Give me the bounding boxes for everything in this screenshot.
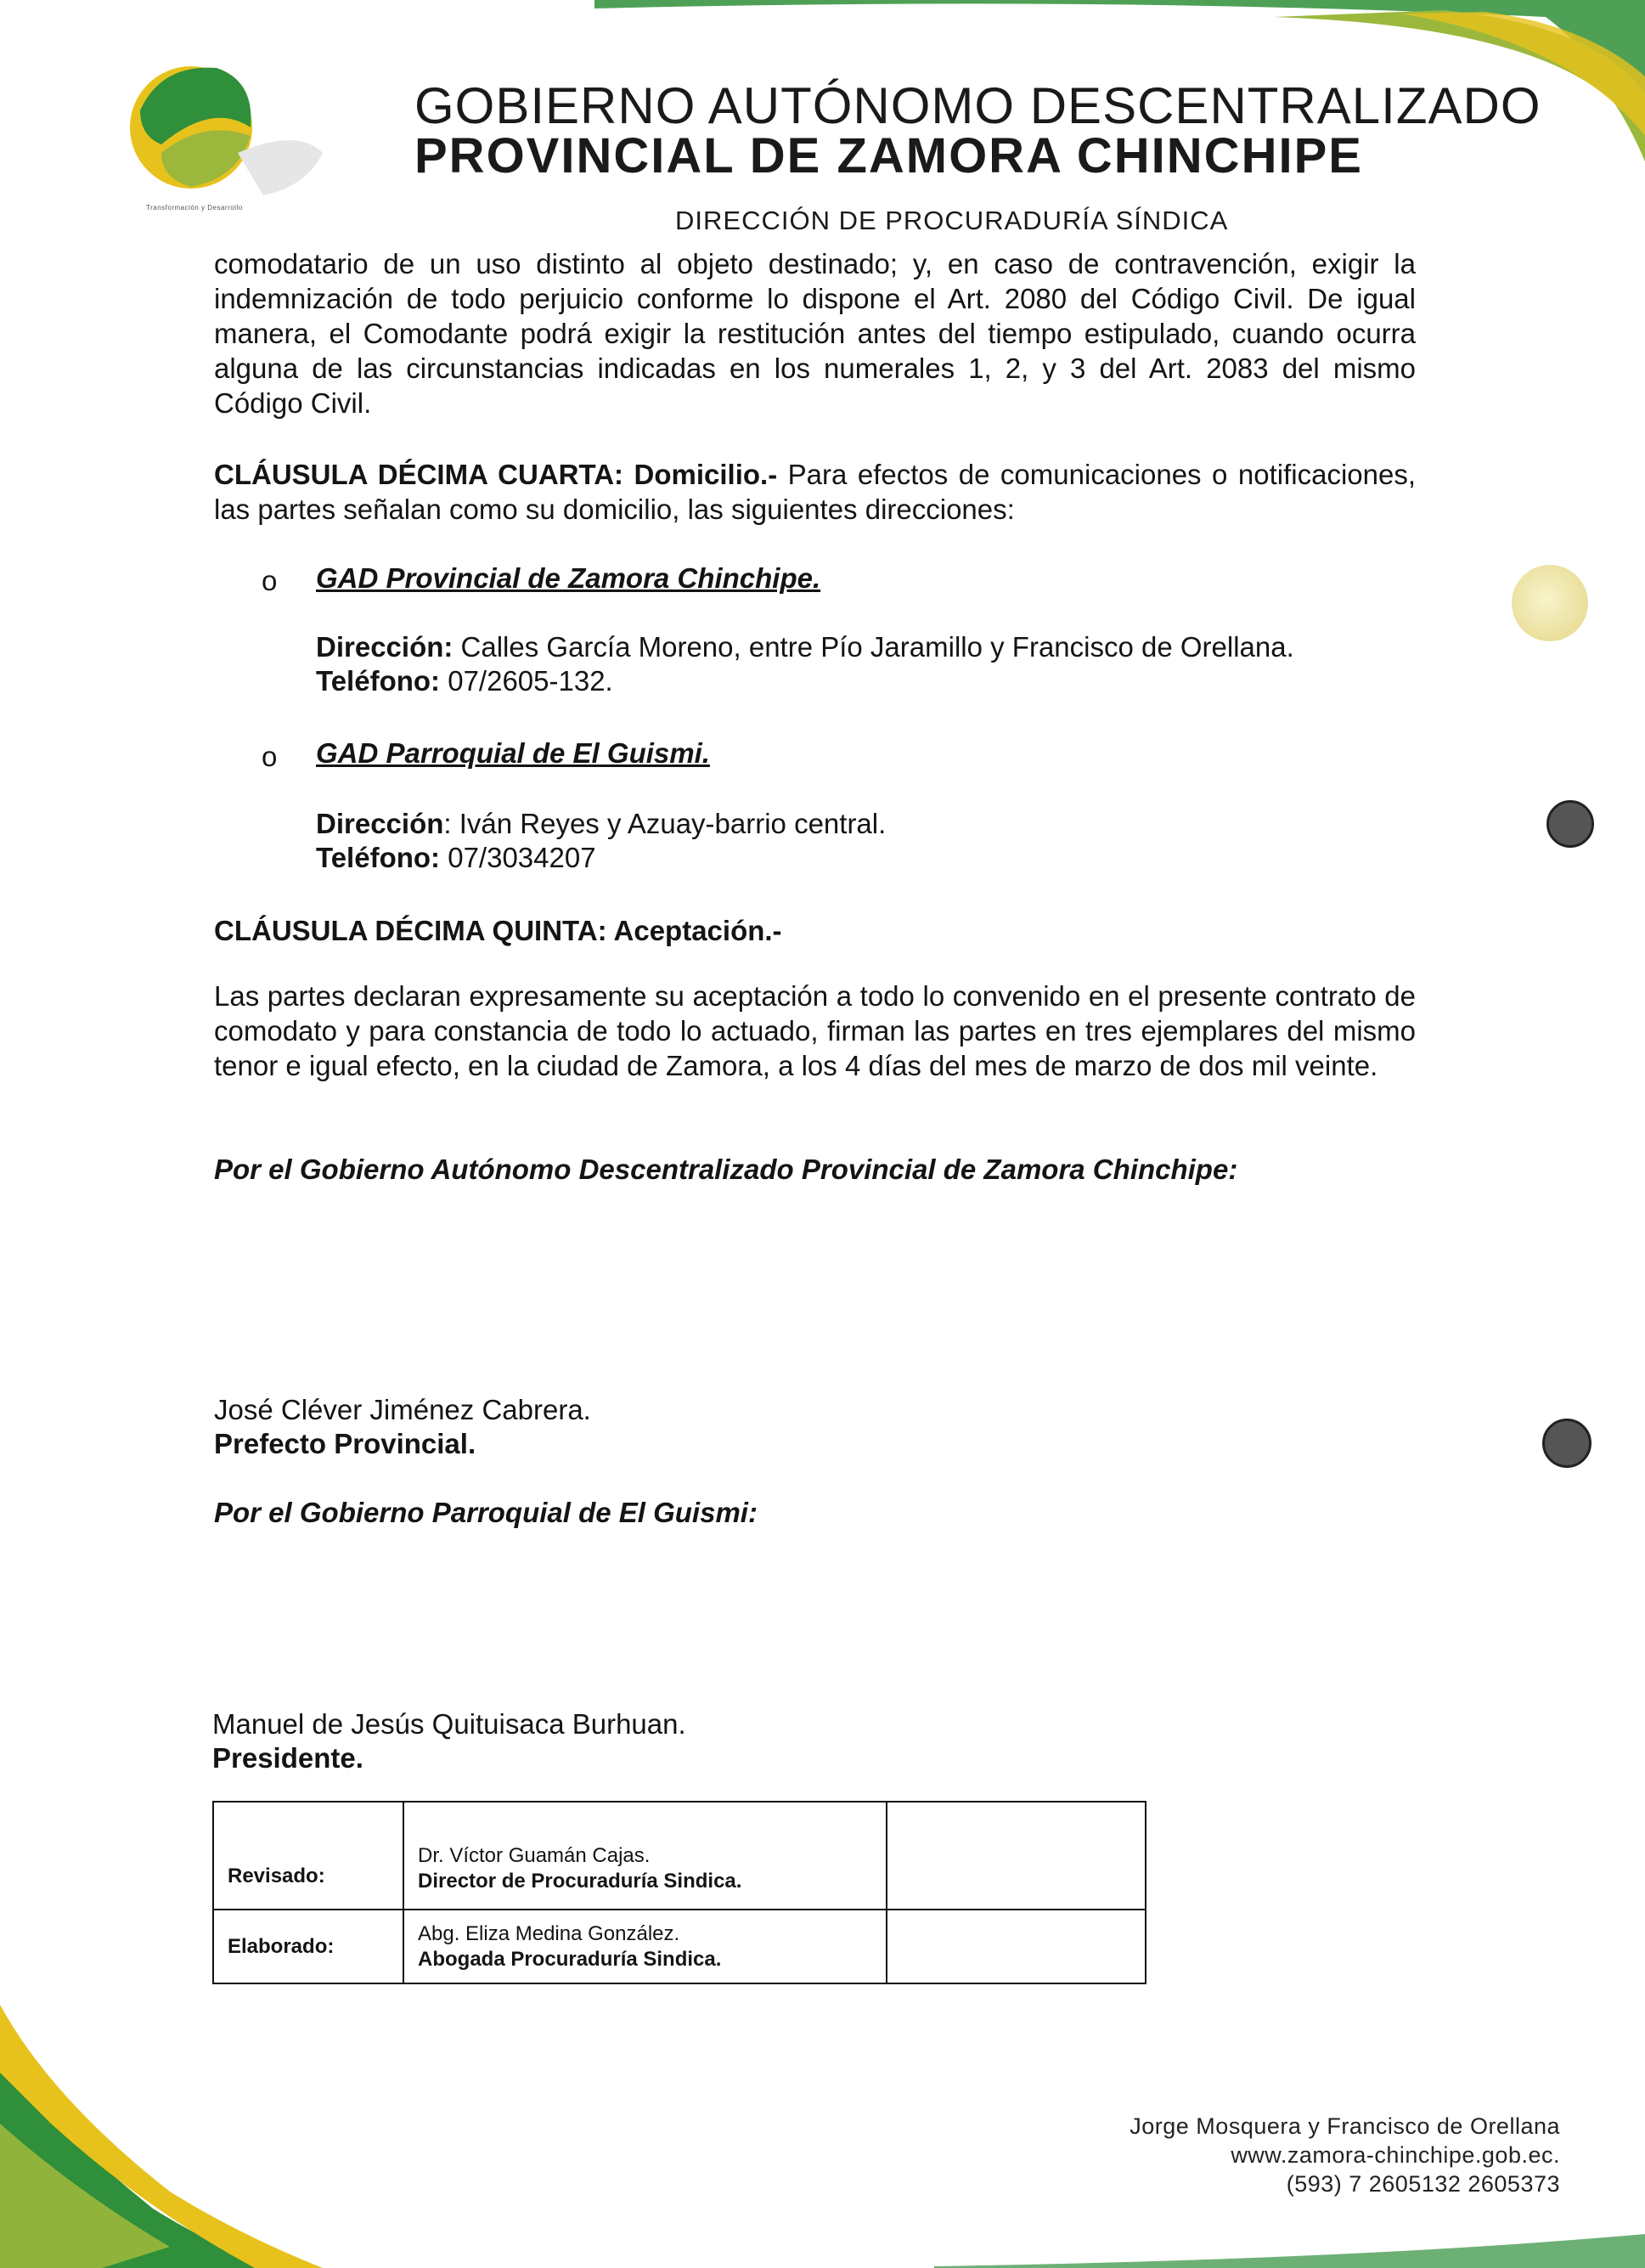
clause-14-text: Para efectos de comunicaciones o notificaciones, las partes señalan como su domicilio, las siguientes direcciones:: [214, 459, 1416, 525]
clause-15-heading: CLÁUSULA DÉCIMA QUINTA: Aceptación.-: [214, 915, 782, 946]
address-entity-name: GAD Provincial de Zamora Chinchipe.: [316, 562, 821, 594]
signature-cell: [887, 1910, 1146, 1983]
list-bullet: o: [262, 741, 278, 772]
logo-icon: [110, 51, 357, 204]
continuation-paragraph: comodatario de un uso distinto al objeto destinado; y, en caso de contravención, exigir la indemnización de todo perjuicio conforme lo dispone el Art. 2080 del Código Civil. De igual manera, el Comodante podrá exigir la restitución antes del tiempo estipulado, cuando ocurra alguna de las circunstancias indicadas en los numerales 1, 2, y 3 del Art. 2083 del mismo Código Civil.: [214, 248, 1416, 419]
header-title-line2: PROVINCIAL DE ZAMORA CHINCHIPE: [414, 128, 1363, 183]
address-line: [316, 630, 1294, 664]
review-label: Elaborado:: [213, 1910, 403, 1983]
punch-hole-icon: [1546, 800, 1594, 848]
clause-14-paragraph: [214, 457, 1416, 527]
footer-address: Jorge Mosquera y Francisco de Orellana: [1130, 2113, 1560, 2139]
footer-website: www.zamora-chinchipe.gob.ec.: [1231, 2142, 1560, 2168]
review-person-role: Director de Procuraduría Sindica.: [418, 1869, 742, 1893]
review-table: [212, 1801, 1146, 1984]
punch-hole-icon: [1542, 1419, 1591, 1468]
address-label: Dirección:: [316, 631, 454, 663]
clause-14-heading: CLÁUSULA DÉCIMA CUARTA: Domicilio.-: [214, 459, 778, 490]
phone-label: Teléfono:: [316, 665, 441, 697]
review-label: Revisado:: [213, 1802, 403, 1910]
footer-swoosh: [0, 1954, 1645, 2268]
logo-caption: Transformación y Desarrollo: [146, 204, 243, 212]
review-person-name: Abg. Eliza Medina González.: [418, 1921, 680, 1945]
phone-value: 07/3034207: [440, 842, 596, 873]
review-person: [403, 1802, 887, 1910]
address-entity-name: GAD Parroquial de El Guismi.: [316, 737, 710, 769]
table-row: [213, 1910, 1146, 1983]
address-label: Dirección: [316, 808, 444, 839]
phone-line: [316, 841, 596, 875]
signature-block-heading: Por el Gobierno Autónomo Descentralizado Provincial de Zamora Chinchipe:: [214, 1154, 1238, 1185]
signatory-title: Prefecto Provincial.: [214, 1428, 476, 1459]
signature-cell: [887, 1802, 1146, 1910]
address-value: : Iván Reyes y Azuay-barrio central.: [443, 808, 887, 839]
clause-15-paragraph: Las partes declaran expresamente su aceptación a todo lo convenido en el presente contrato de comodato y para constancia de todo lo actuado, firman las partes en tres ejemplares del mismo tenor e igual efecto, en la ciudad de Zamora, a los 4 días del mes de marzo de dos mil veinte.: [214, 980, 1416, 1081]
review-person: [403, 1910, 887, 1983]
signatory-name: Manuel de Jesús Quituisaca Burhuan.: [212, 1708, 686, 1740]
header-title-line1: GOBIERNO AUTÓNOMO DESCENTRALIZADO: [414, 77, 1541, 134]
address-line: [316, 807, 886, 841]
list-bullet: o: [262, 565, 278, 596]
address-value: Calles García Moreno, entre Pío Jaramillo y Francisco de Orellana.: [453, 631, 1294, 663]
phone-line: [316, 664, 613, 698]
phone-label: Teléfono:: [316, 842, 441, 873]
review-person-name: Dr. Víctor Guamán Cajas.: [418, 1843, 651, 1867]
table-row: [213, 1802, 1146, 1910]
signatory-name: José Cléver Jiménez Cabrera.: [214, 1394, 591, 1425]
footer-phone: (593) 7 2605132 2605373: [1286, 2171, 1560, 2197]
phone-value: 07/2605-132.: [440, 665, 613, 697]
review-person-role: Abogada Procuraduría Sindica.: [418, 1947, 722, 1971]
page-seal-icon: [1512, 565, 1588, 641]
signatory-title: Presidente.: [212, 1742, 363, 1774]
department-name: DIRECCIÓN DE PROCURADURÍA SÍNDICA: [675, 206, 1229, 235]
signature-block-heading: Por el Gobierno Parroquial de El Guismi:: [214, 1497, 758, 1528]
